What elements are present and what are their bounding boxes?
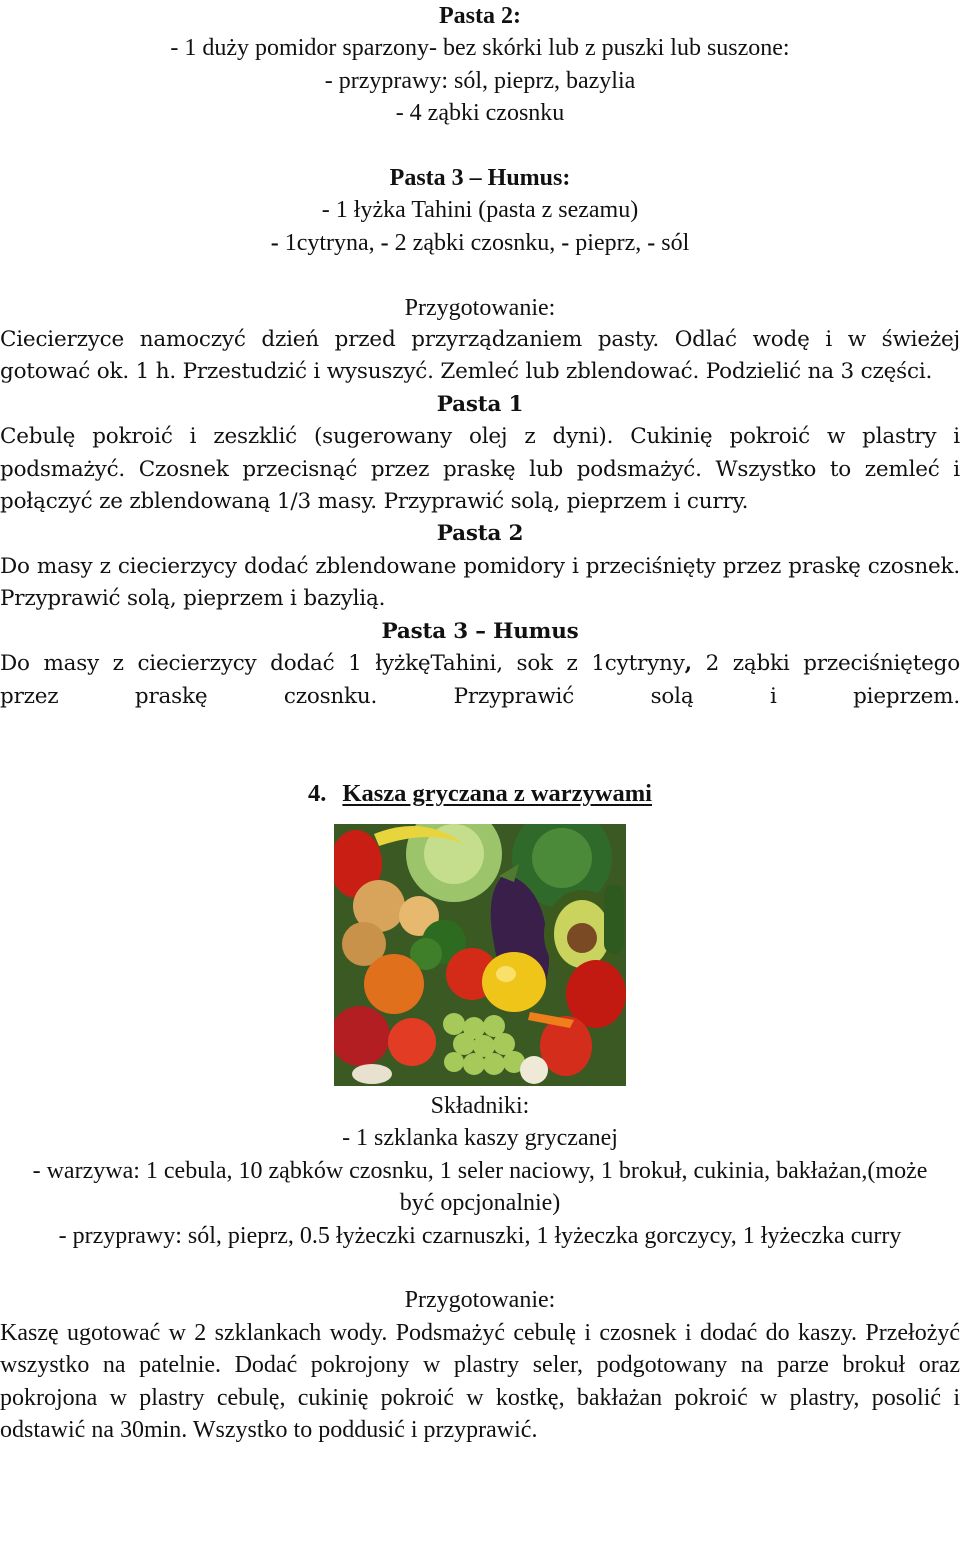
pasta3-heading: Pasta 3 – Humus <box>381 618 579 644</box>
ingredient-line: - 1 łyżka Tahini (pasta z sezamu) <box>321 197 639 224</box>
preparation-heading: Przygotowanie: <box>404 1287 556 1314</box>
pasta3-text-line1: Do masy z ciecierzycy dodać 1 łyżkęTahini, sok z 1cytryny, 2 ząbki przeciśniętego <box>0 651 960 677</box>
ingredients-block <box>0 1090 960 1252</box>
pasta1-heading: Pasta 1 <box>436 391 524 417</box>
ingredient-line: - 1 szklanka kaszy gryczanej <box>342 1125 618 1152</box>
section-title-text: Kasza gryczana z warzywami <box>342 779 652 807</box>
ingredient-line: - warzywa: 1 cebula, 10 ząbków czosnku, 1 seler naciowy, 1 brokuł, cukinia, bakłażan,(może być opcjonalnie) <box>32 1157 928 1217</box>
preparation-text: Kaszę ugotować w 2 szklankach wody. Podsmażyć cebulę i czosnek i dodać do kaszy. Przełożyć wszystko na patelnie. Dodać pokrojony w plastry seler, podgotowany na parze brokuł oraz pokrojona w plastry cebulę, cukinię pokroić w kostkę, bakłażan pokroić w plastry, posolić i odstawić na 30min. Wszystko to poddusić i przyprawić. <box>0 1319 960 1443</box>
pasta3-text-line2: przez praskę czosnku. Przyprawić solą i pieprzem. <box>0 683 960 709</box>
preparation-heading: Przygotowanie: <box>404 294 556 321</box>
ingredients-heading: Składniki: <box>430 1092 530 1119</box>
section-title <box>0 778 960 810</box>
pasta2-ingredients <box>0 0 960 130</box>
pasta2-text: Do masy z ciecierzycy dodać zblendowane pomidory i przeciśnięty przez praskę czosnek. Przyprawić solą, pieprzem i bazylią. <box>0 553 960 612</box>
ingredient-line: - 1 duży pomidor sparzony- bez skórki lub z puszki lub suszone: <box>170 35 790 62</box>
section-number: 4. <box>308 779 327 807</box>
pasta2-title: Pasta 2: <box>439 3 521 29</box>
ingredient-line: - przyprawy: sól, pieprz, 0.5 łyżeczki czarnuszki, 1 łyżeczka gorczycy, 1 łyżeczka curry <box>58 1222 902 1249</box>
ingredient-line: - przyprawy: sól, pieprz, bazylia <box>324 67 636 94</box>
spacer <box>0 713 960 778</box>
pasta3-ingredients <box>0 162 960 259</box>
spacer <box>0 259 960 291</box>
preparation-intro: Ciecierzyce namoczyć dzień przed przyrządzaniem pasty. Odlać wodę i w świeżej gotować ok. 1 h. Przestudzić i wysuszyć. Zemleć lub zblendować. Podzielić na 3 części. <box>0 327 960 385</box>
vegetables-photo <box>334 824 626 1086</box>
ingredient-line: - 1cytryna, - 2 ząbki czosnku, - pieprz, - sól <box>270 229 690 256</box>
pasta-preparation <box>0 292 960 713</box>
spacer <box>0 1252 960 1284</box>
spacer <box>0 130 960 162</box>
vegetables-illustration <box>334 824 626 1086</box>
pasta1-text: Cebulę pokroić i zeszklić (sugerowany olej z dyni). Cukinię pokroić w plastry i podsmażyć. Czosnek przecisnąć przez praskę lub podsmażyć. Wszystko to zemleć i połączyć ze zblendowaną 1/3 masy. Przyprawić solą, pieprzem i curry. <box>0 424 960 515</box>
ingredient-line: - 4 ząbki czosnku <box>395 100 565 127</box>
pasta2-heading: Pasta 2 <box>436 521 524 547</box>
pasta3-title: Pasta 3 – Humus: <box>389 165 571 192</box>
kasza-preparation <box>0 1284 960 1446</box>
